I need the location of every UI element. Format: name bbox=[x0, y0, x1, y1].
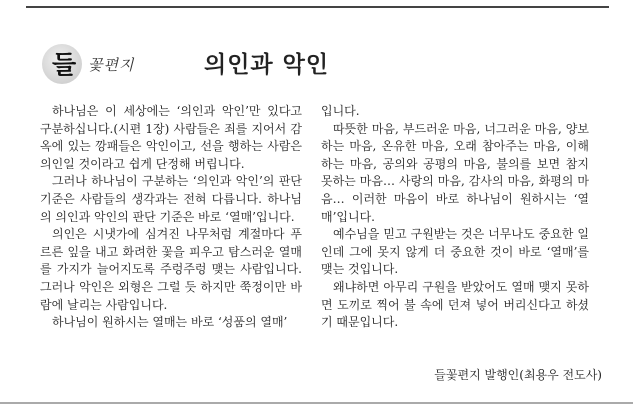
bottom-rule bbox=[0, 402, 633, 404]
top-rule bbox=[26, 6, 609, 8]
paragraph: 그러나 하나님이 구분하는 ‘의인과 악인’의 판단 기준은 사람들의 생각과는 전혀 다릅니다. 하나님의 의인과 악인의 판단 기준은 바로 ‘열매’입니다. bbox=[40, 174, 302, 224]
paragraph-continued: 입니다. bbox=[321, 104, 360, 118]
logo-script: 꽃편지 bbox=[88, 56, 135, 74]
paragraph: 하나님은 이 세상에는 ‘의인과 악인’만 있다고 구분하십니다.(시편 1장) 사람들은 죄를 지어서 감옥에 있는 깡패들은 악인이고, 선을 행하는 사람은 의인일 것이라고 쉽게 단정해 버립니다. bbox=[40, 104, 302, 171]
paragraph: 예수님을 믿고 구원받는 것은 너무나도 중요한 일인데 그에 못지 않게 더 중요한 것이 바로 ‘열매’를 맺는 것입니다. bbox=[321, 227, 589, 277]
signature: 들꽃편지 발행인(최용우 전도사) bbox=[434, 368, 602, 382]
paragraph: 의인은 시냇가에 심겨진 나무처럼 계절마다 푸르른 잎을 내고 화려한 꽃을 피우고 탐스러운 열매를 가지가 늘어지도록 주렁주렁 맺는 사람입니다. 그러나 악인은 외형은 그럴 듯 하지만 쭉정이만 바람에 날리는 사람입니다. bbox=[40, 227, 302, 312]
column-header bbox=[26, 40, 609, 90]
paragraph: 따뜻한 마음, 부드러운 마음, 너그러운 마음, 양보하는 마음, 온유한 마음, 오래 참아주는 마음, 이해하는 마음, 공의와 공평의 마음, 불의를 보면 참지 못하는 마음… 사랑의 마음, 감사의 마음, 화평의 마음… 이러한 마음이 바로 하나님이 원하시는 ‘열매’입니다. bbox=[321, 121, 589, 224]
article-title: 의인과 악인 bbox=[204, 52, 330, 78]
paragraph: 하나님이 원하시는 열매는 바로 ‘성품의 열매’ bbox=[52, 315, 288, 330]
right-column bbox=[321, 103, 589, 332]
logo-char: 들 bbox=[52, 50, 77, 79]
paragraph: 왜냐하면 아무리 구원을 받았어도 열매 맺지 못하면 도끼로 찍어 불 속에 던져 넣어 버리신다고 하셨기 때문입니다. bbox=[321, 279, 589, 330]
left-column bbox=[40, 103, 302, 332]
